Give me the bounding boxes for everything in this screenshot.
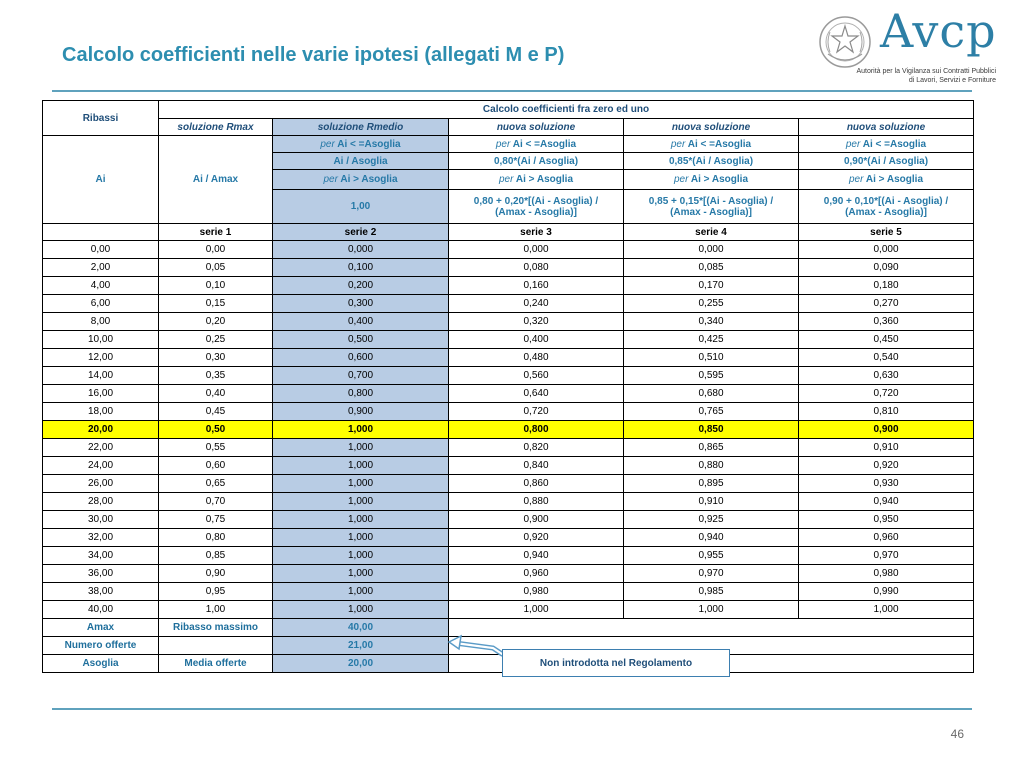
coefficient-cell: 0,25: [159, 331, 273, 349]
formula-le: Ai / Asoglia: [273, 153, 449, 170]
coefficient-cell: 0,360: [799, 313, 974, 331]
coefficient-cell: 0,000: [799, 241, 974, 259]
series-header-blank: [43, 224, 159, 241]
coefficient-cell: 0,100: [273, 259, 449, 277]
ribasso-cell: 26,00: [43, 475, 159, 493]
coefficient-cell: 0,900: [799, 421, 974, 439]
formula-le: 0,90*(Ai / Asoglia): [799, 153, 974, 170]
series-header: serie 2: [273, 224, 449, 241]
condition-le: per Ai < =Asoglia: [449, 136, 624, 153]
coefficient-cell: 0,850: [624, 421, 799, 439]
coefficients-table: [42, 100, 974, 673]
formula-le: 0,85*(Ai / Asoglia): [624, 153, 799, 170]
sol-header: nuova soluzione: [799, 119, 974, 136]
coefficient-cell: 0,480: [449, 349, 624, 367]
coefficient-cell: 0,000: [624, 241, 799, 259]
table-row: [43, 331, 974, 349]
condition-gt: per Ai > Asoglia: [624, 170, 799, 190]
ribasso-cell: 4,00: [43, 277, 159, 295]
coefficient-cell: 0,180: [799, 277, 974, 295]
coefficient-cell: 0,65: [159, 475, 273, 493]
condition-gt: per Ai > Asoglia: [273, 170, 449, 190]
summary-label: Numero offerte: [43, 637, 159, 655]
avcp-logo: [818, 4, 1008, 90]
emblem-icon: [818, 14, 872, 70]
ribasso-cell: 32,00: [43, 529, 159, 547]
coefficient-cell: 0,85: [159, 547, 273, 565]
coefficient-cell: 0,940: [799, 493, 974, 511]
coefficient-cell: 0,970: [624, 565, 799, 583]
coefficient-cell: 0,810: [799, 403, 974, 421]
series-header: serie 5: [799, 224, 974, 241]
coefficient-cell: 0,920: [449, 529, 624, 547]
coefficient-cell: 0,50: [159, 421, 273, 439]
coefficient-cell: 1,00: [159, 601, 273, 619]
formula-gt: 1,00: [273, 190, 449, 224]
coefficient-cell: 0,255: [624, 295, 799, 313]
table-row: [43, 547, 974, 565]
coefficient-cell: 0,910: [624, 493, 799, 511]
coefficient-cell: 1,000: [273, 439, 449, 457]
coefficient-cell: 0,400: [449, 331, 624, 349]
formula-gt: 0,90 + 0,10*[(Ai - Asoglia) / (Amax - Asoglia)]: [799, 190, 974, 224]
coefficient-cell: 0,270: [799, 295, 974, 313]
coefficient-cell: 0,300: [273, 295, 449, 313]
coefficient-cell: 0,510: [624, 349, 799, 367]
coefficient-cell: 0,340: [624, 313, 799, 331]
coefficient-cell: 1,000: [273, 421, 449, 439]
coefficient-cell: 0,640: [449, 385, 624, 403]
formula-gt: 0,85 + 0,15*[(Ai - Asoglia) / (Amax - Asoglia)]: [624, 190, 799, 224]
ribasso-cell: 8,00: [43, 313, 159, 331]
coefficient-cell: 1,000: [273, 511, 449, 529]
coefficient-cell: 0,55: [159, 439, 273, 457]
condition-gt: per Ai > Asoglia: [799, 170, 974, 190]
coefficient-cell: 0,980: [799, 565, 974, 583]
sol-header: nuova soluzione: [624, 119, 799, 136]
coefficient-cell: 0,540: [799, 349, 974, 367]
ribasso-cell: 16,00: [43, 385, 159, 403]
coefficient-cell: 0,880: [624, 457, 799, 475]
coefficient-cell: 0,75: [159, 511, 273, 529]
sol-header: nuova soluzione: [449, 119, 624, 136]
coefficient-cell: 0,15: [159, 295, 273, 313]
condition-le: per Ai < =Asoglia: [273, 136, 449, 153]
coefficient-cell: 0,70: [159, 493, 273, 511]
coefficient-cell: 0,05: [159, 259, 273, 277]
coefficient-cell: 0,930: [799, 475, 974, 493]
ribasso-cell: 6,00: [43, 295, 159, 313]
ribasso-cell: 38,00: [43, 583, 159, 601]
coefficient-cell: 0,980: [449, 583, 624, 601]
coefficient-cell: 0,90: [159, 565, 273, 583]
coefficient-cell: 0,955: [624, 547, 799, 565]
coefficient-cell: 1,000: [799, 601, 974, 619]
coefficient-cell: 0,840: [449, 457, 624, 475]
coefficient-cell: 0,820: [449, 439, 624, 457]
table-row: [43, 385, 974, 403]
condition-le: per Ai < =Asoglia: [799, 136, 974, 153]
coefficient-cell: 0,000: [273, 241, 449, 259]
coefficient-cell: 0,960: [799, 529, 974, 547]
coefficient-cell: 0,765: [624, 403, 799, 421]
coefficient-cell: 0,600: [273, 349, 449, 367]
logo-wordmark: Avcp: [880, 4, 997, 58]
table-row: [43, 511, 974, 529]
ribasso-cell: 12,00: [43, 349, 159, 367]
table-row: [43, 367, 974, 385]
coefficient-cell: 0,970: [799, 547, 974, 565]
coefficient-cell: 1,000: [273, 457, 449, 475]
table-row: [43, 295, 974, 313]
ribasso-cell: 34,00: [43, 547, 159, 565]
coefficient-cell: 0,085: [624, 259, 799, 277]
series-header: serie 1: [159, 224, 273, 241]
ai-amax-label: Ai / Amax: [159, 136, 273, 224]
condition-gt: per Ai > Asoglia: [449, 170, 624, 190]
summary-value: 21,00: [273, 637, 449, 655]
coefficient-cell: 0,400: [273, 313, 449, 331]
coefficient-cell: 0,800: [449, 421, 624, 439]
coefficient-cell: 1,000: [273, 547, 449, 565]
coefficient-cell: 1,000: [449, 601, 624, 619]
coefficient-cell: 0,320: [449, 313, 624, 331]
coefficient-cell: 0,680: [624, 385, 799, 403]
coefficient-cell: 0,910: [799, 439, 974, 457]
table-row: [43, 475, 974, 493]
coefficient-cell: 0,920: [799, 457, 974, 475]
coefficient-cell: 0,800: [273, 385, 449, 403]
coefficient-cell: 1,000: [273, 493, 449, 511]
table-row: [43, 601, 974, 619]
coefficient-cell: 0,900: [273, 403, 449, 421]
coefficient-cell: 0,895: [624, 475, 799, 493]
coefficient-cell: 0,45: [159, 403, 273, 421]
callout-note: Non introdotta nel Regolamento: [502, 649, 730, 677]
coefficient-cell: 0,000: [449, 241, 624, 259]
ribasso-cell: 10,00: [43, 331, 159, 349]
footer-divider: [52, 708, 972, 710]
summary-value: 40,00: [273, 619, 449, 637]
coefficient-cell: 0,500: [273, 331, 449, 349]
ribasso-cell: 28,00: [43, 493, 159, 511]
table-row: [43, 493, 974, 511]
table-row: [43, 349, 974, 367]
coefficient-cell: 0,595: [624, 367, 799, 385]
coefficient-cell: 0,860: [449, 475, 624, 493]
coefficient-cell: 0,990: [799, 583, 974, 601]
summary-empty: [449, 619, 974, 637]
table-row: [43, 259, 974, 277]
coefficient-cell: 0,10: [159, 277, 273, 295]
series-header: serie 3: [449, 224, 624, 241]
coefficient-cell: 0,40: [159, 385, 273, 403]
summary-value: 20,00: [273, 655, 449, 673]
ribasso-cell: 14,00: [43, 367, 159, 385]
coefficient-cell: 0,940: [449, 547, 624, 565]
coefficient-cell: 0,700: [273, 367, 449, 385]
coefficient-cell: 1,000: [624, 601, 799, 619]
coefficient-cell: 0,60: [159, 457, 273, 475]
ribassi-header: Ribassi: [43, 101, 159, 136]
coefficient-cell: 0,35: [159, 367, 273, 385]
coefficient-cell: 0,450: [799, 331, 974, 349]
table-row: [43, 565, 974, 583]
ribasso-cell: 30,00: [43, 511, 159, 529]
ribasso-cell: 22,00: [43, 439, 159, 457]
summary-label: Asoglia: [43, 655, 159, 673]
table-row: [43, 313, 974, 331]
coefficient-cell: 0,950: [799, 511, 974, 529]
coefficient-cell: 0,960: [449, 565, 624, 583]
condition-le: per Ai < =Asoglia: [624, 136, 799, 153]
summary-desc: Media offerte: [159, 655, 273, 673]
coefficient-cell: 0,170: [624, 277, 799, 295]
coefficient-cell: 0,865: [624, 439, 799, 457]
header-divider: [52, 90, 972, 92]
ai-label: Ai: [43, 136, 159, 224]
coefficient-cell: 0,985: [624, 583, 799, 601]
coefficient-cell: 0,560: [449, 367, 624, 385]
coefficient-cell: 0,240: [449, 295, 624, 313]
table-row: [43, 241, 974, 259]
coefficient-cell: 0,880: [449, 493, 624, 511]
coefficient-cell: 0,630: [799, 367, 974, 385]
logo-subtitle: Autorità per la Vigilanza sui Contratti Pubblici di Lavori, Servizi e Forniture: [856, 68, 996, 84]
coefficient-cell: 0,200: [273, 277, 449, 295]
slide-title: Calcolo coefficienti nelle varie ipotesi (allegati M e P): [62, 44, 565, 66]
ribasso-cell: 20,00: [43, 421, 159, 439]
sol-header: soluzione Rmax: [159, 119, 273, 136]
coefficient-cell: 1,000: [273, 601, 449, 619]
ribasso-cell: 24,00: [43, 457, 159, 475]
formula-le: 0,80*(Ai / Asoglia): [449, 153, 624, 170]
group-header: Calcolo coefficienti fra zero ed uno: [159, 101, 974, 119]
coefficient-cell: 0,925: [624, 511, 799, 529]
ribasso-cell: 40,00: [43, 601, 159, 619]
coefficient-cell: 1,000: [273, 583, 449, 601]
page-number: 46: [950, 727, 964, 741]
coefficient-cell: 0,00: [159, 241, 273, 259]
coefficient-cell: 0,720: [449, 403, 624, 421]
coefficient-cell: 0,20: [159, 313, 273, 331]
summary-label: Amax: [43, 619, 159, 637]
table-row: [43, 583, 974, 601]
formula-gt: 0,80 + 0,20*[(Ai - Asoglia) / (Amax - Asoglia)]: [449, 190, 624, 224]
table-row: [43, 421, 974, 439]
table-row: [43, 457, 974, 475]
coefficient-cell: 0,95: [159, 583, 273, 601]
coefficient-cell: 1,000: [273, 529, 449, 547]
ribasso-cell: 18,00: [43, 403, 159, 421]
table-row: [43, 403, 974, 421]
coefficient-cell: 1,000: [273, 475, 449, 493]
sol-header: soluzione Rmedio: [273, 119, 449, 136]
table-row: [43, 277, 974, 295]
coefficient-cell: 0,80: [159, 529, 273, 547]
summary-desc: [159, 637, 273, 655]
coefficient-cell: 0,080: [449, 259, 624, 277]
coefficient-cell: 0,720: [799, 385, 974, 403]
coefficient-cell: 0,30: [159, 349, 273, 367]
ribasso-cell: 0,00: [43, 241, 159, 259]
coefficient-cell: 0,940: [624, 529, 799, 547]
coefficient-cell: 0,090: [799, 259, 974, 277]
series-header: serie 4: [624, 224, 799, 241]
coefficient-cell: 1,000: [273, 565, 449, 583]
coefficient-cell: 0,160: [449, 277, 624, 295]
ribasso-cell: 36,00: [43, 565, 159, 583]
coefficient-cell: 0,900: [449, 511, 624, 529]
table-row: [43, 529, 974, 547]
table-row: [43, 439, 974, 457]
summary-desc: Ribasso massimo: [159, 619, 273, 637]
coefficient-cell: 0,425: [624, 331, 799, 349]
ribasso-cell: 2,00: [43, 259, 159, 277]
